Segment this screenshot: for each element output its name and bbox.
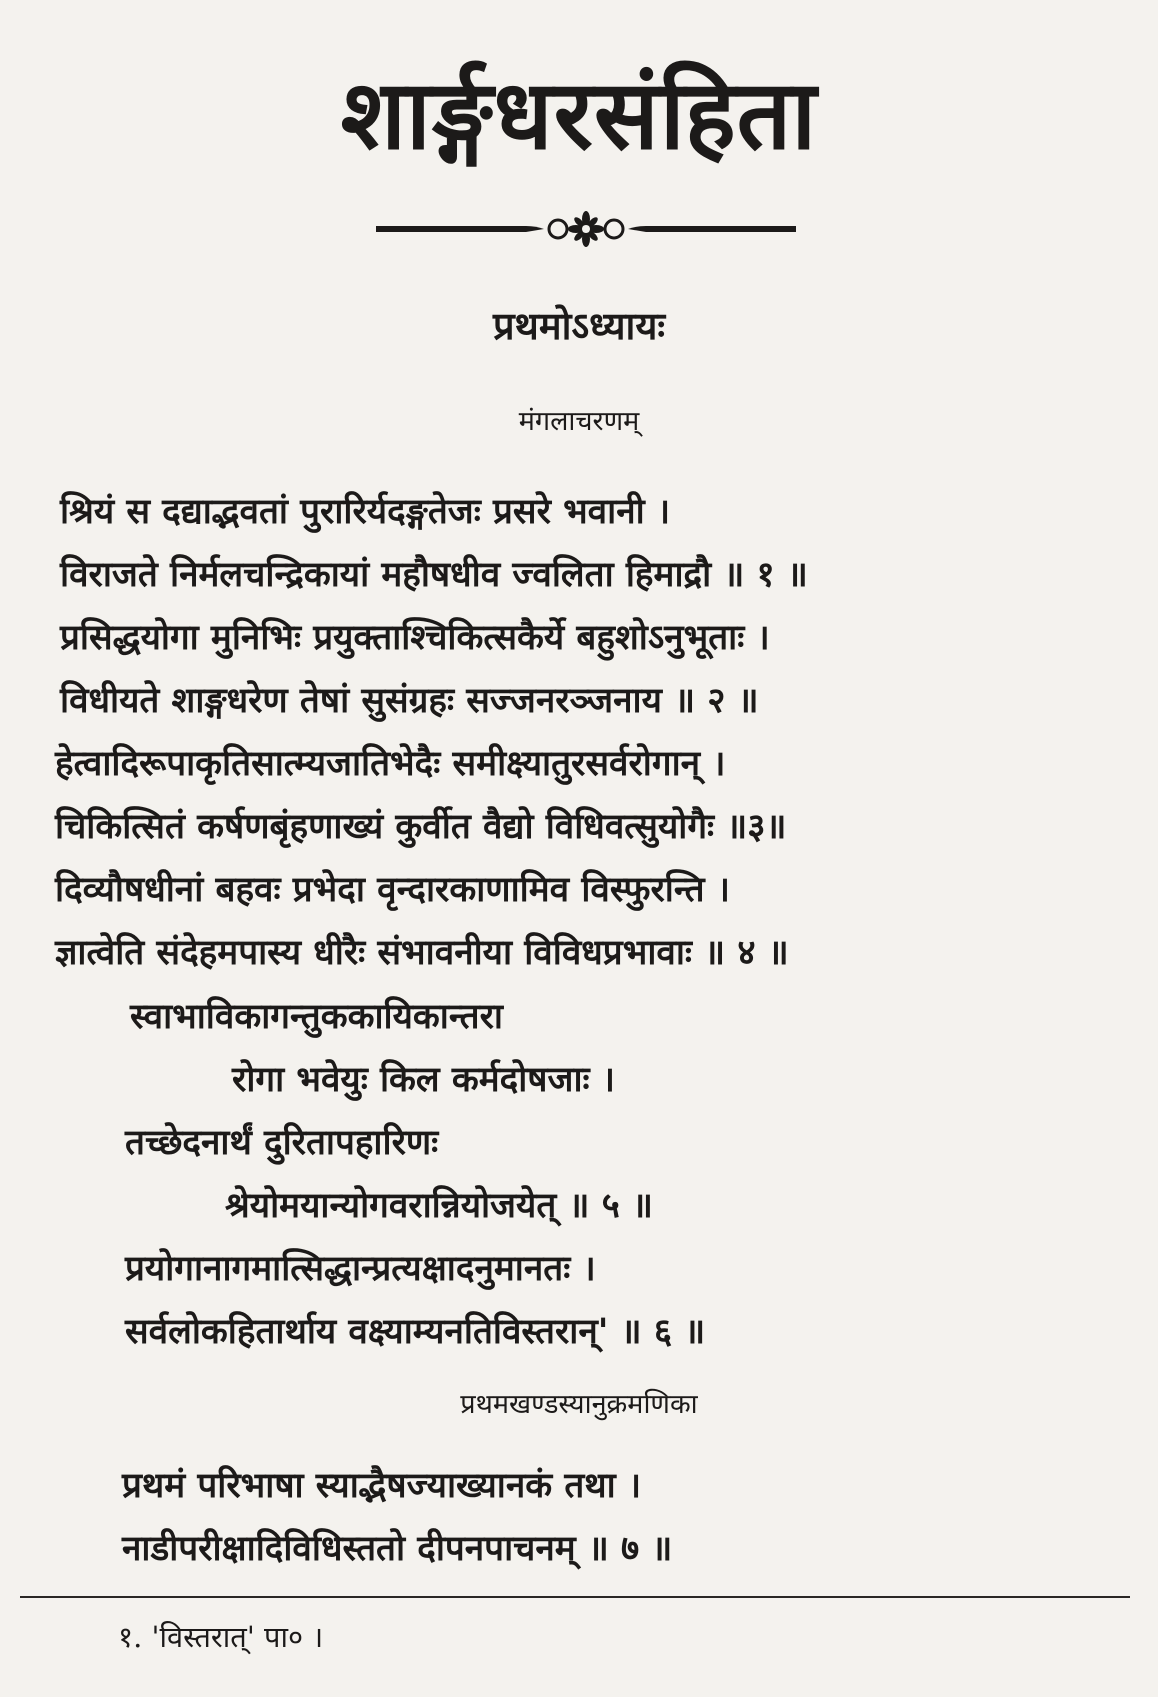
verse-line: प्रयोगानागमात्सिद्धान्प्रत्यक्षादनुमानतः । [125, 1248, 596, 1289]
verse-line: विराजते निर्मलचन्द्रिकायां महौषधीव ज्वलिता हिमाद्रौ ॥ १ ॥ [60, 554, 808, 595]
contents-heading: प्रथमखण्डस्यानुक्रमणिका [460, 1389, 698, 1420]
verse-line: विधीयते शाङ्गधरेण तेषां सुसंग्रहः सज्जनरञ्जनाय ॥ २ ॥ [60, 680, 759, 721]
verse-line: प्रसिद्धयोगा मुनिभिः प्रयुक्ताश्चिकित्सकैर्ये बहुशोऽनुभूताः । [60, 617, 770, 658]
book-title: शार्ङ्गधरसंहिता [340, 58, 818, 171]
footnote: १. 'विस्तरात्' पा० । [118, 1620, 324, 1654]
footnote-divider [20, 1596, 1130, 1598]
verse-line: दिव्यौषधीनां बहवः प्रभेदा वृन्दारकाणामिव विस्फुरन्ति । [55, 869, 731, 910]
verse-line: हेत्वादिरूपाकृतिसात्म्यजातिभेदैः समीक्ष्यातुरसर्वरोगान् । [55, 743, 726, 784]
verse-line: रोगा भवेयुः किल कर्मदोषजाः । [232, 1059, 616, 1100]
title-ornament [376, 204, 796, 254]
verse-line: श्रेयोमयान्योगवरान्नियोजयेत् ॥ ५ ॥ [225, 1185, 653, 1226]
verse-line: तच्छेदनार्थं दुरितापहारिणः [125, 1122, 439, 1163]
invocation-heading: मंगलाचरणम् [518, 406, 640, 437]
chapter-heading: प्रथमोऽध्यायः [492, 303, 666, 348]
verse-line: प्रथमं परिभाषा स्याद्भैषज्याख्यानकं तथा । [122, 1465, 642, 1506]
verse-line: चिकित्सितं कर्षणबृंहणाख्यं कुर्वीत वैद्यो विधिवत्सुयोगैः ॥३॥ [55, 806, 787, 847]
verse-line: नाडीपरीक्षादिविधिस्ततो दीपनपाचनम् ॥ ७ ॥ [122, 1528, 673, 1569]
verse-line: श्रियं स दद्याद्भवतां पुरारिर्यदङ्गतेजः प्रसरे भवानी । [60, 491, 671, 532]
verse-line: स्वाभाविकागन्तुककायिकान्तरा [130, 996, 503, 1037]
verse-line: सर्वलोकहितार्थाय वक्ष्याम्यनतिविस्तरान्' ॥ ६ ॥ [125, 1311, 706, 1352]
verse-line: ज्ञात्वेति संदेहमपास्य धीरैः संभावनीया विविधप्रभावाः ॥ ४ ॥ [55, 932, 789, 973]
